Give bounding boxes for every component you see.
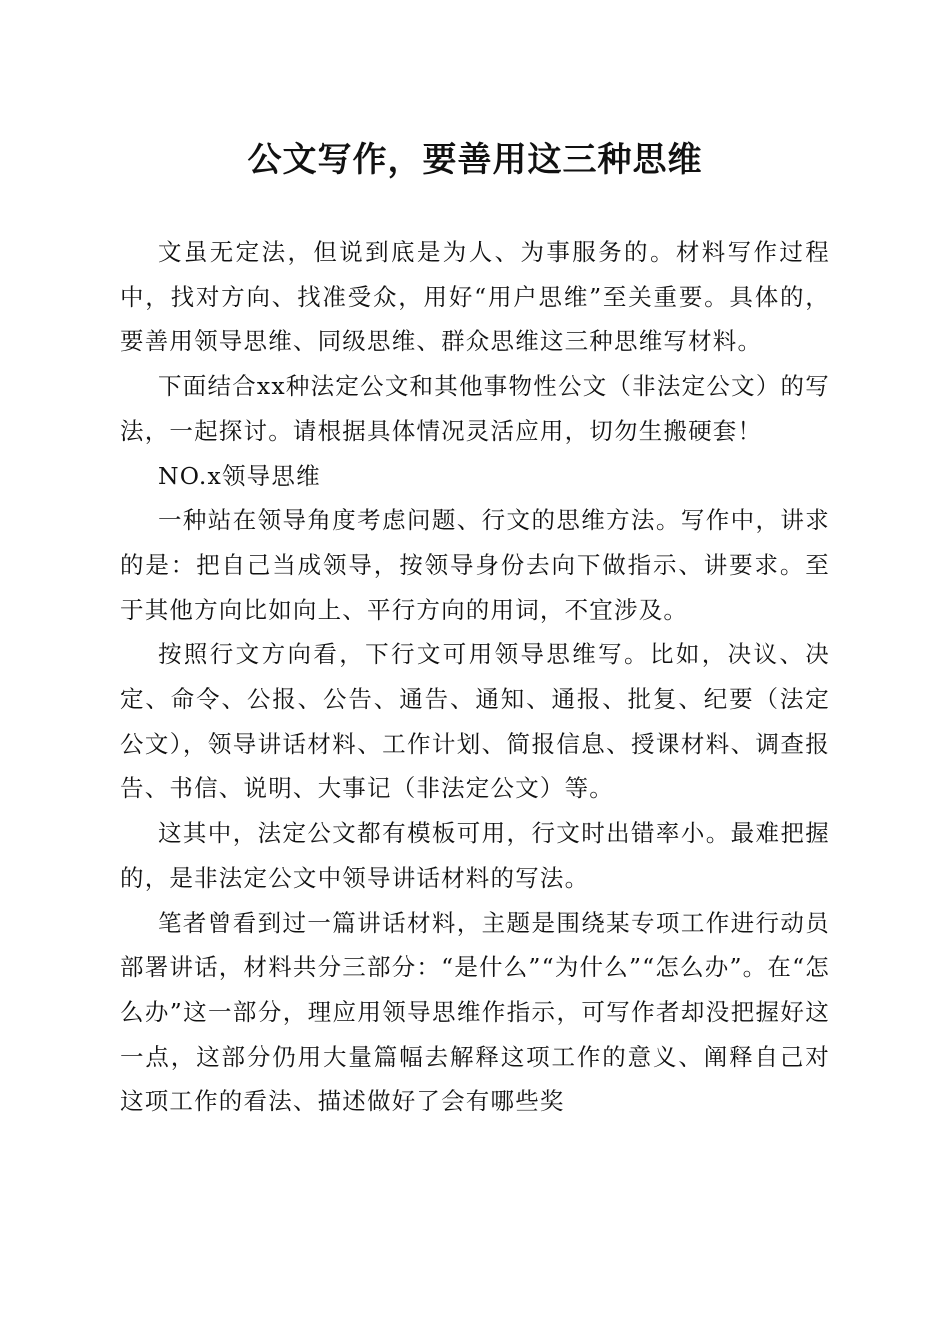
paragraph-discussion: 下面结合xx种法定公文和其他事物性公文（非法定公文）的写法，一起探讨。请根据具体情况灵活应用，切勿生搬硬套！ — [120, 372, 830, 445]
paragraph-example: 笔者曾看到过一篇讲话材料，主题是围绕某专项工作进行动员部署讲话，材料共分三部分：“是什么”“为什么”“怎么办”。在“怎么办”这一部分，理应用领导思维作指示，可写作者却没把握好这一点，这部分仍用大量篇幅去解释这项工作的意义、阐释自己对这项工作的看法、描述做好了会有哪些奖 — [120, 908, 830, 1116]
paragraph-leader-definition: 一种站在领导角度考虑问题、行文的思维方法。写作中，讲求的是：把自己当成领导，按领导身份去向下做指示、讲要求。至于其他方向比如向上、平行方向的用词，不宜涉及。 — [120, 506, 830, 624]
paragraph-downward-documents: 按照行文方向看，下行文可用领导思维写。比如，决议、决定、命令、公报、公告、通告、通知、通报、批复、纪要（法定公文），领导讲话材料、工作计划、简报信息、授课材料、调查报告、书信、说明、大事记（非法定公文）等。 — [120, 640, 830, 803]
paragraph-intro: 文虽无定法，但说到底是为人、为事服务的。材料写作过程中，找对方向、找准受众，用好“用户思维”至关重要。具体的，要善用领导思维、同级思维、群众思维这三种思维写材料。 — [120, 238, 830, 356]
document-title: 公文写作，要善用这三种思维 — [247, 140, 703, 180]
document-body — [120, 230, 830, 1124]
paragraph-templates: 这其中，法定公文都有模板可用，行文时出错率小。最难把握的，是非法定公文中领导讲话材料的写法。 — [120, 819, 830, 892]
section-heading-leader-thinking: NO.x领导思维 — [158, 461, 321, 490]
